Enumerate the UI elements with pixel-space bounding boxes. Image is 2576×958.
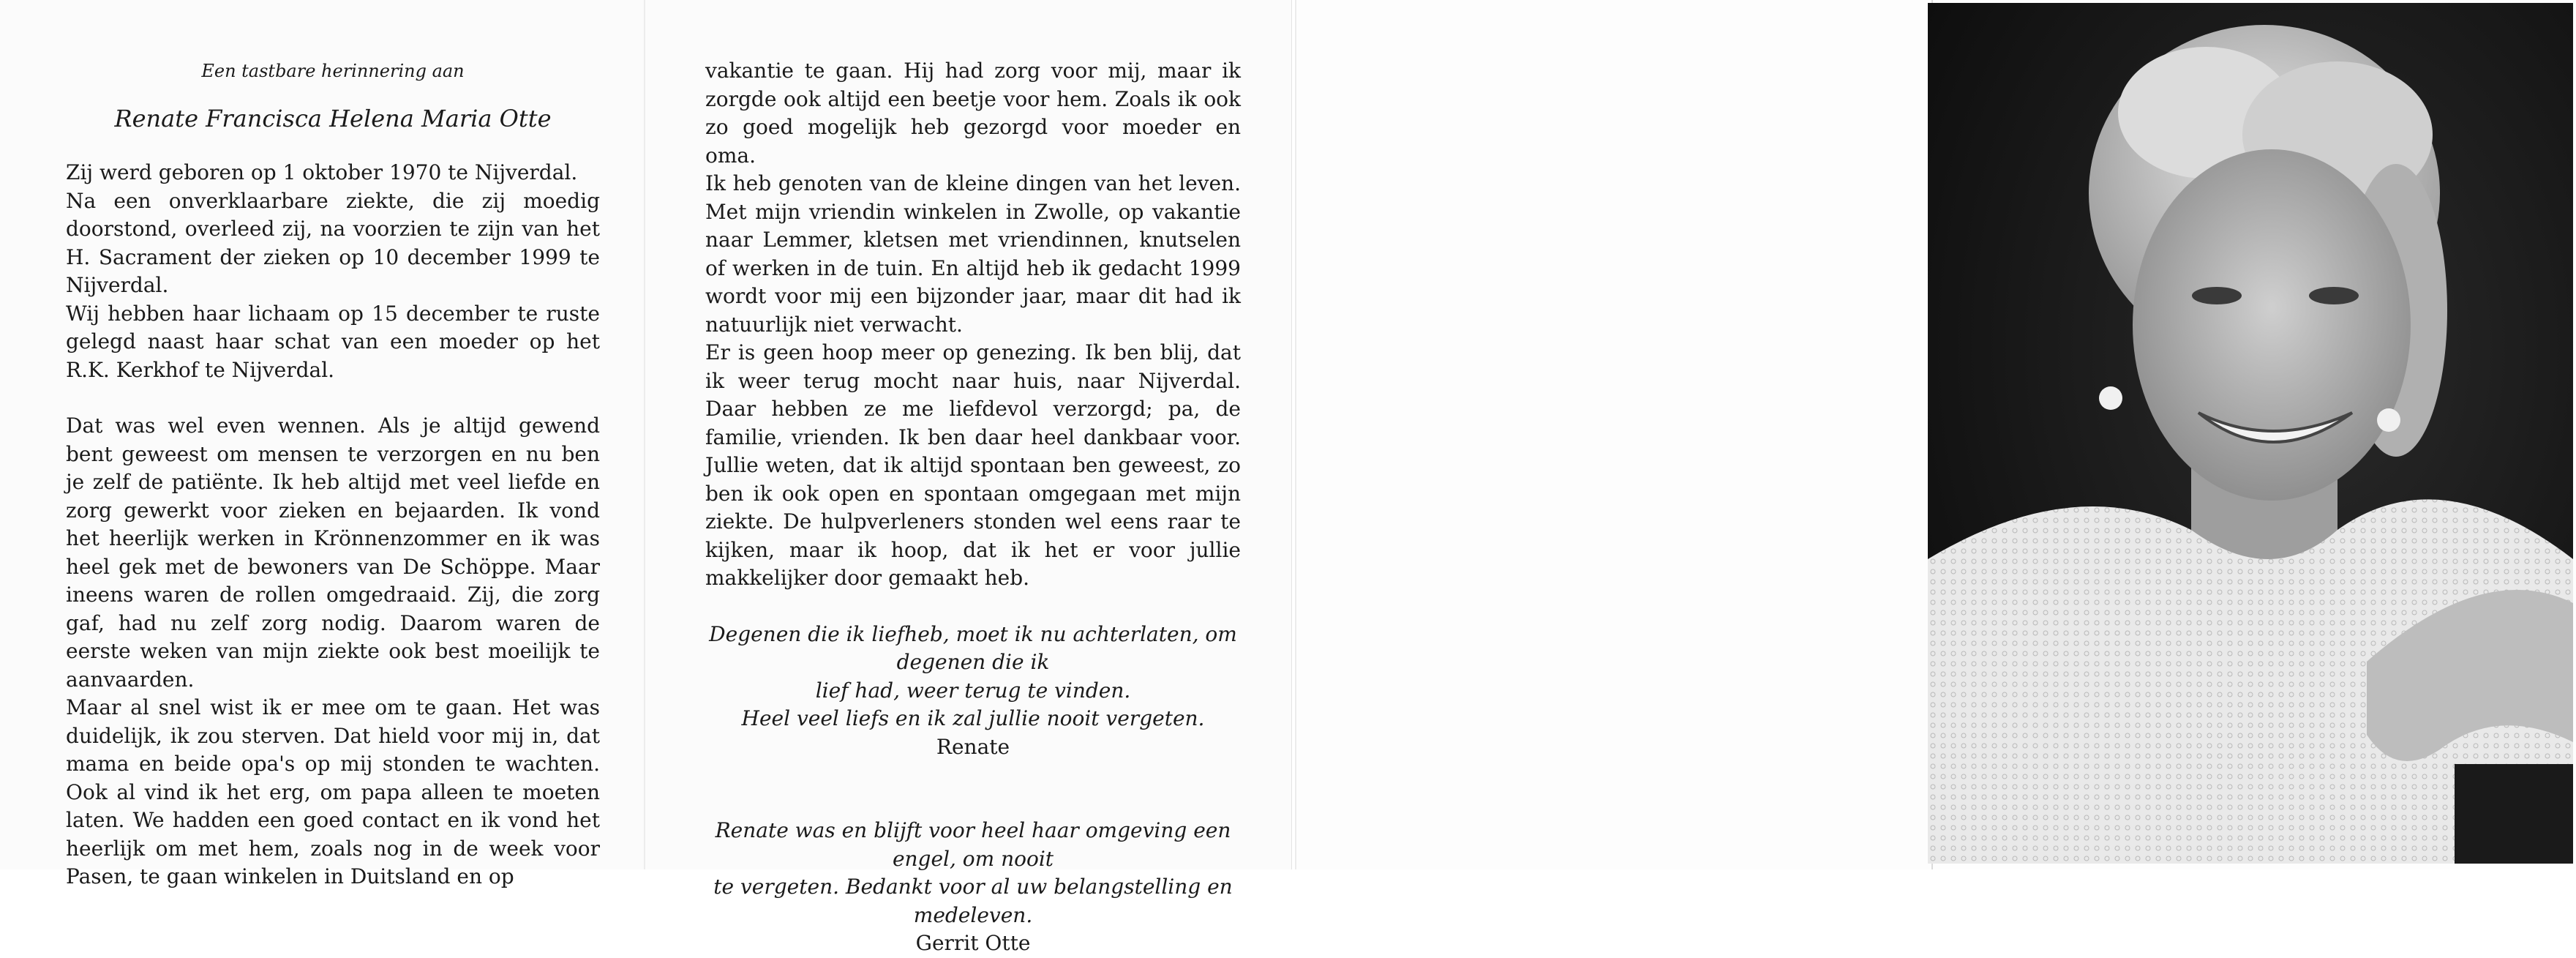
paragraph: Na een onverklaarbare ziekte, die zij moedig doorstond, overleed zij, na voorzien te zijn van het H. Sacrament der zieken op 10 december 1999 te Nijverdal. — [66, 188, 600, 297]
quote-line: lief had, weer terug te vinden. — [815, 678, 1131, 703]
quote-line: Renate was en blijft voor heel haar omgeving een engel, om nooit — [715, 818, 1231, 871]
text-column-left — [66, 57, 600, 891]
paragraph: Dat was wel even wennen. Als je altijd gewend bent geweest om mensen te verzorgen en nu ben je zelf de patiënte. Ik heb altijd met veel liefde en zorg gewerkt voor zieken en bejaarden. Ik vond het heerlijk werken in Krönnenzommer en ik was heel gek met de bewoners van De Schöppe. Maar ineens waren de rollen omgedraaid. Zij, die zorg gaf, had nu zelf zorg nodig. Daarom waren de eerste weken van mijn ziekte ook best moeilijk te aanvaarden. — [66, 413, 600, 692]
deceased-name: Renate Francisca Helena Maria Otte — [114, 104, 552, 132]
signature-gerrit: Gerrit Otte — [915, 931, 1031, 955]
paragraph: vakantie te gaan. Hij had zorg voor mij, maar ik zorgde ook altijd een beetje voor hem. Zoals ik ook zo goed mogelijk heb gezorgd voor moeder en oma. — [705, 59, 1241, 168]
quote-line: te vergeten. Bedankt voor al uw belangstelling en medeleven. — [713, 875, 1233, 927]
quote-line: Degenen die ik liefheb, moet ik nu achterlaten, om degenen die ik — [709, 621, 1237, 674]
signature-renate: Renate — [936, 734, 1010, 759]
paragraph: Maar al snel wist ik er mee om te gaan. Het was duidelijk, ik zou sterven. Dat hield voor mij in, dat mama en beide opa's op mij stonden te wachten. Ook al vind ik het erg, om papa alleen te moeten laten. We hadden een goed contact en ik vond het heerlijk om met hem, zoals nog in de week voor Pasen, te gaan winkelen in Duitsland en op — [66, 695, 600, 888]
paragraph: Ik heb genoten van de kleine dingen van het leven. Met mijn vriendin winkelen in Zwolle, op vakantie naar Lemmer, kletsen met vriendinnen, knutselen of werken in de tuin. En altijd heb ik gedacht 1999 wordt voor mij een bijzonder jaar, maar dit had ik natuurlijk niet verwacht. — [705, 171, 1241, 337]
quote-line: Heel veel liefs en ik zal jullie nooit vergeten. — [741, 706, 1205, 730]
card-fold — [644, 0, 645, 869]
quote-renate — [705, 621, 1241, 733]
paragraph: Er is geen hoop meer op genezing. Ik ben blij, dat ik weer terug mocht naar huis, naar Nijverdal. Daar hebben ze me liefdevol verzorgd; pa, de familie, vrienden. Ik ben daar heel dankbaar voor. Jullie weten, dat ik altijd spontaan ben geweest, zo ben ik ook open en spontaan omgegaan met mijn ziekte. De hulpverleners stonden wel eens raar te kijken, maar ik hoop, dat ik het er voor jullie makkelijker door gemaakt heb. — [705, 340, 1241, 590]
memorial-header: Een tastbare herinnering aan — [201, 61, 465, 81]
paragraph: Zij werd geboren op 1 oktober 1970 te Nijverdal. — [66, 160, 578, 184]
text-column-right — [705, 57, 1241, 958]
left-card — [0, 0, 1292, 955]
portrait-photo — [1928, 3, 2573, 864]
quote-gerrit — [705, 817, 1241, 929]
paragraph: Wij hebben haar lichaam op 15 december te ruste gelegd naast haar schat van een moeder op het R.K. Kerkhof te Nijverdal. — [66, 301, 600, 382]
portrait-image — [1928, 3, 2573, 864]
